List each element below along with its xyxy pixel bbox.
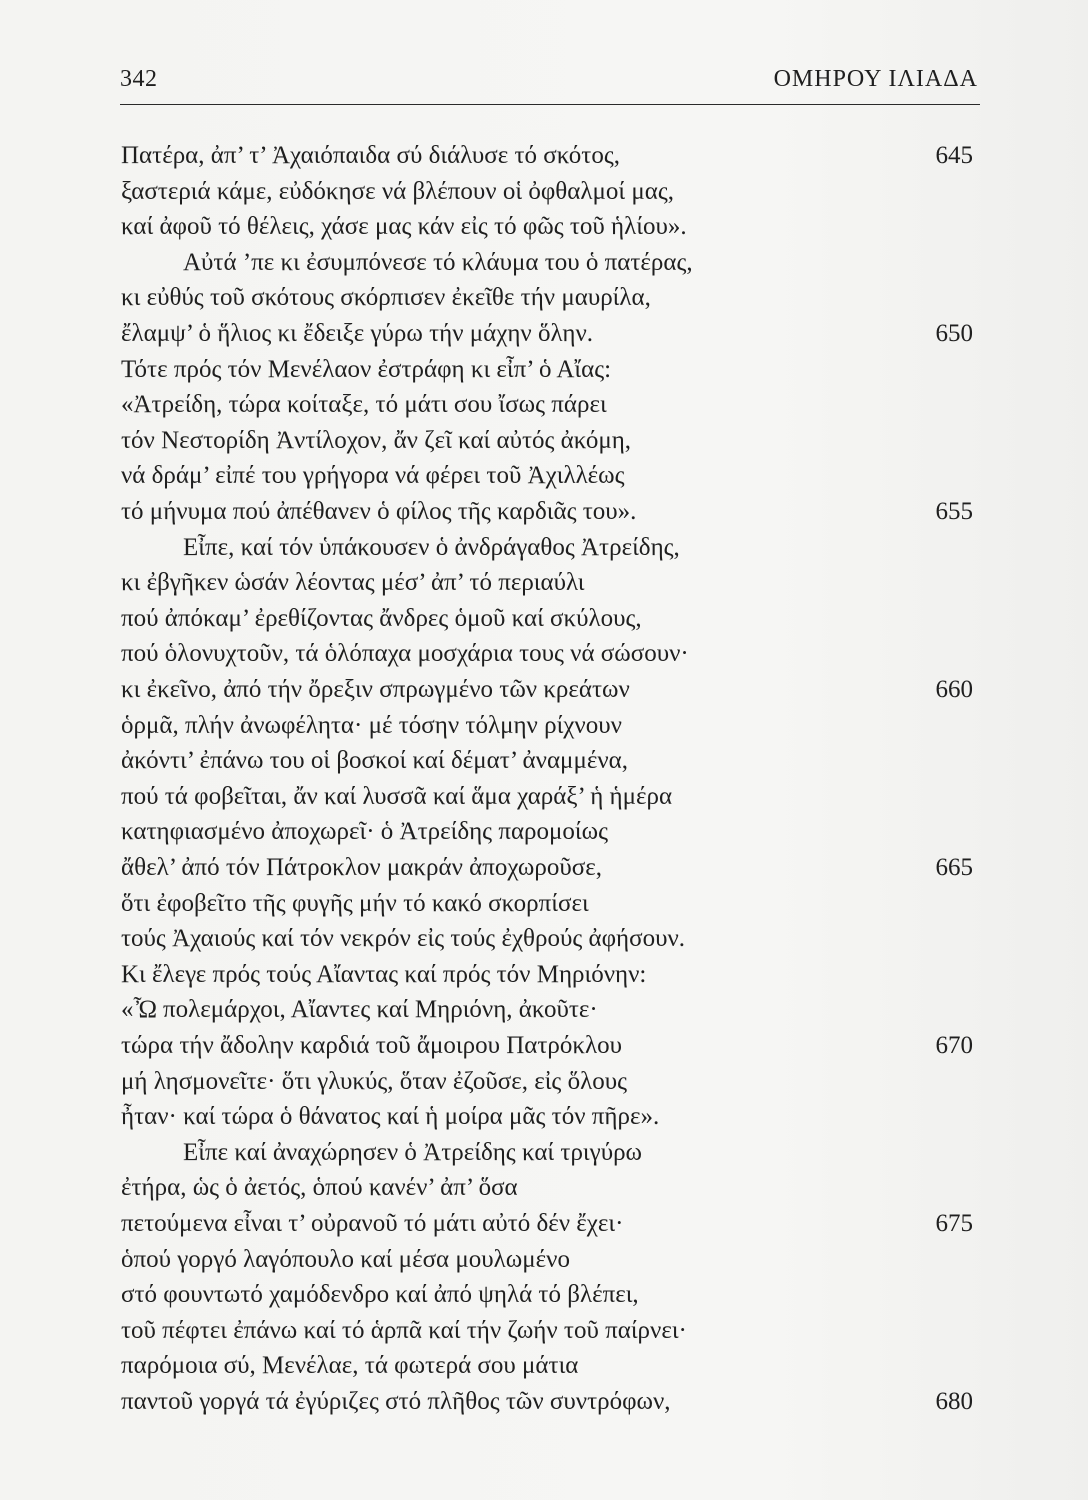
verse-text: νά δράμ’ εἰπέ του γρήγορα νά φέρει τοῦ Ἀχιλλέως <box>121 462 625 490</box>
verse-line <box>121 209 981 245</box>
verse-text: μή λησμονεῖτε· ὅτι γλυκύς, ὅταν ἐζοῦσε, εἰς ὅλους <box>121 1067 627 1095</box>
line-number: 655 <box>935 498 973 525</box>
page-number: 342 <box>120 66 158 92</box>
verse-text: πού ὁλονυχτοῦν, τά ὁλόπαχα μοσχάρια τους νά σώσουν· <box>121 640 689 668</box>
verse-line <box>121 174 981 210</box>
verse-text: τοῦ πέφτει ἐπάνω καί τό ἁρπᾶ καί τήν ζωήν τοῦ παίρνει· <box>121 1316 687 1344</box>
verse-text: πετούμενα εἶναι τ’ οὐρανοῦ τό μάτι αὐτό δέν ἔχει· <box>121 1210 624 1237</box>
verse-text: Τότε πρός τόν Μενέλαον ἐστράφη κι εἶπ’ ὁ Αἴας: <box>121 355 612 383</box>
verse-line <box>121 1384 981 1420</box>
verse-line <box>121 280 981 316</box>
verse-line <box>121 921 981 957</box>
verse-text: κι ἐβγῆκεν ὡσάν λέοντας μέσ’ ἀπ’ τό περιαύλι <box>121 569 585 597</box>
line-number: 680 <box>935 1388 973 1415</box>
line-number: 660 <box>935 676 973 703</box>
verse-text: τούς Ἀχαιούς καί τόν νεκρόν εἰς τούς ἐχθρούς ἀφήσουν. <box>121 925 686 953</box>
verse-line <box>121 352 981 388</box>
verse-line <box>121 1170 981 1206</box>
verse-line <box>121 316 981 352</box>
verse-line <box>121 601 981 637</box>
verse-text: Κι ἔλεγε πρός τούς Αἴαντας καί πρός τόν Μηριόνην: <box>121 960 647 988</box>
verse-text: Πατέρα, ἀπ’ τ’ Ἀχαιόπαιδα σύ διάλυσε τό σκότος, <box>121 142 620 169</box>
verse-text: τώρα τήν ἄδολην καρδιά τοῦ ἄμοιρου Πατρόκλου <box>121 1032 622 1059</box>
line-number: 645 <box>935 142 973 169</box>
verse-line <box>121 1313 981 1349</box>
verse-line <box>121 957 981 993</box>
verse-line <box>121 387 981 423</box>
verse-line <box>121 494 981 530</box>
line-number: 665 <box>935 854 973 881</box>
verse-line <box>121 1028 981 1064</box>
verse-line <box>121 886 981 922</box>
verse-text: παντοῦ γοργά τά ἐγύριζες στό πλῆθος τῶν συντρόφων, <box>121 1388 671 1415</box>
verse-text: ἔλαμψ’ ὁ ἥλιος κι ἔδειξε γύρω τήν μάχην ὅλην. <box>121 320 594 347</box>
verse-text: στό φουντωτό χαμόδενδρο καί ἀπό ψηλά τό βλέπει, <box>121 1281 639 1309</box>
verse-line <box>121 1242 981 1278</box>
verse-text: «Ὦ πολεμάρχοι, Αἴαντες καί Μηριόνη, ἀκοῦτε· <box>121 996 598 1024</box>
verse-line <box>121 423 981 459</box>
verse-line <box>121 565 981 601</box>
verse-text: καί ἀφοῦ τό θέλεις, χάσε μας κάν εἰς τό φῶς τοῦ ἡλίου». <box>121 213 687 241</box>
verse-text: ἄθελ’ ἀπό τόν Πάτροκλον μακράν ἀποχωροῦσε, <box>121 854 602 881</box>
verse-text: κι ἐκεῖνο, ἀπό τήν ὄρεξιν σπρωγμένο τῶν κρεάτων <box>121 676 630 703</box>
verse-line <box>121 458 981 494</box>
verse-text: ὁρμᾶ, πλήν ἀνωφέλητα· μέ τόσην τόλμην ρίχνουν <box>121 711 622 739</box>
verse-line <box>121 1064 981 1100</box>
line-number: 675 <box>935 1210 973 1237</box>
verse-text: ἦταν· καί τώρα ὁ θάνατος καί ἡ μοίρα μᾶς τόν πῆρε». <box>121 1103 660 1131</box>
verse-line <box>121 138 981 174</box>
verse-line <box>121 1277 981 1313</box>
verse-line <box>121 672 981 708</box>
verse-line <box>121 779 981 815</box>
verse-text: τόν Νεστορίδη Ἀντίλοχον, ἄν ζεῖ καί αὐτός ἀκόμη, <box>121 426 632 454</box>
verse-text: ὁπού γοργό λαγόπουλο καί μέσα μουλωμένο <box>121 1245 570 1273</box>
verse-text: κι εὐθύς τοῦ σκότους σκόρπισεν ἐκεῖθε τήν μαυρίλα, <box>121 284 651 312</box>
verse-line <box>121 245 981 281</box>
verse-line <box>121 1206 981 1242</box>
verse-line <box>121 636 981 672</box>
verse-line <box>121 708 981 744</box>
verse-text: κατηφιασμένο ἀποχωρεῖ· ὁ Ἀτρείδης παρομοίως <box>121 818 609 846</box>
verse-line <box>121 850 981 886</box>
verse-text: ἀκόντι’ ἐπάνω του οἱ βοσκοί καί δέματ’ ἀναμμένα, <box>121 747 628 775</box>
verse-text: Εἶπε, καί τόν ὑπάκουσεν ὁ ἀνδράγαθος Ἀτρείδης, <box>183 533 680 561</box>
verse-text: τό μήνυμα πού ἀπέθανεν ὁ φίλος τῆς καρδιᾶς του». <box>121 498 637 525</box>
verse-text: ὅτι ἐφοβεῖτο τῆς φυγῆς μήν τό κακό σκορπίσει <box>121 889 589 917</box>
verse-text: Εἶπε καί ἀναχώρησεν ὁ Ἀτρείδης καί τριγύρω <box>183 1138 643 1166</box>
verse-line <box>121 814 981 850</box>
verse-text: ξαστεριά κάμε, εὐδόκησε νά βλέπουν οἱ ὀφθαλμοί μας, <box>121 177 674 205</box>
verse-line <box>121 1348 981 1384</box>
verse-text: ἐτήρα, ὡς ὁ ἀετός, ὁπού κανέν’ ἀπ’ ὅσα <box>121 1174 518 1202</box>
verse-line <box>121 743 981 779</box>
verse-line <box>121 1099 981 1135</box>
verse-line <box>121 530 981 566</box>
verse-text: «Ἀτρείδη, τώρα κοίταξε, τό μάτι σου ἴσως πάρει <box>121 391 607 419</box>
line-number: 650 <box>935 320 973 347</box>
verse-text: πού ἀπόκαμ’ ἐρεθίζοντας ἄνδρες ὁμοῦ καί σκύλους, <box>121 604 642 632</box>
verse-text: πού τά φοβεῖται, ἄν καί λυσσᾶ καί ἅμα χαράξ’ ἡ ἡμέρα <box>121 782 673 810</box>
verse-line <box>121 1135 981 1171</box>
verse-text: Αὐτά ’πε κι ἐσυμπόνεσε τό κλάυμα του ὁ πατέρας, <box>183 248 693 276</box>
line-number: 670 <box>935 1032 973 1059</box>
verse-line <box>121 992 981 1028</box>
verse-text: παρόμοια σύ, Μενέλαε, τά φωτερά σου μάτια <box>121 1352 579 1380</box>
running-title: ΟΜΗΡΟΥ ΙΛΙΑΔΑ <box>773 66 978 92</box>
